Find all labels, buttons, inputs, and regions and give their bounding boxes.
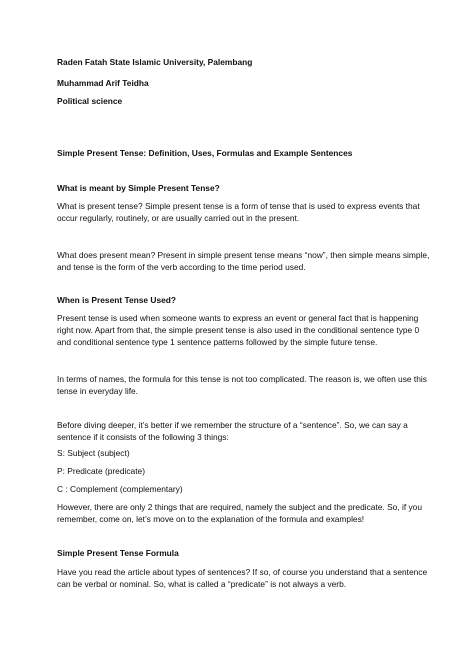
- paragraph-line: remember, come on, let’s move on to the explanation of the formula and examples!: [57, 514, 365, 524]
- heading-when-used: When is Present Tense Used?: [57, 295, 176, 305]
- paragraph-line: and tense is the form of the verb according to the time period used.: [57, 262, 306, 272]
- paragraph-line: What is present tense? Simple present tense is a form of tense that is used to express events that: [57, 201, 420, 211]
- paragraph-line: In terms of names, the formula for this tense is not too complicated. The reason is, we often use this: [57, 374, 427, 384]
- author-name: Muhammad Arif Teidha: [57, 78, 149, 88]
- list-item-predicate: P: Predicate (predicate): [57, 466, 145, 476]
- paragraph-line: and conditional sentence type 1 sentence patterns followed by the simple future tense.: [57, 337, 378, 347]
- paragraph-line: can be verbal or nominal. So, what is called a “predicate” is not always a verb.: [57, 579, 347, 589]
- paragraph-line: What does present mean? Present in simple present tense means “now”, then simple means simple,: [57, 250, 430, 260]
- paragraph-line: tense in everyday life.: [57, 386, 139, 396]
- list-item-subject: S: Subject (subject): [57, 448, 130, 458]
- document-title: Simple Present Tense: Definition, Uses, Formulas and Example Sentences: [57, 148, 353, 158]
- university-name: Raden Fatah State Islamic University, Palembang: [57, 57, 253, 67]
- paragraph-line: right now. Apart from that, the simple present tense is also used in the conditional sentence type 0: [57, 325, 420, 335]
- list-item-complement: C : Complement (complementary): [57, 484, 183, 494]
- paragraph-line: However, there are only 2 things that are required, namely the subject and the predicate. So, if you: [57, 502, 422, 512]
- heading-meaning: What is meant by Simple Present Tense?: [57, 183, 220, 193]
- heading-formula: Simple Present Tense Formula: [57, 548, 179, 558]
- paragraph-line: sentence if it consists of the following 3 things:: [57, 432, 229, 442]
- department: Political science: [57, 96, 123, 106]
- paragraph-line: Have you read the article about types of sentences? If so, of course you understand that a sentence: [57, 567, 428, 577]
- paragraph-line: Present tense is used when someone wants to express an event or general fact that is happening: [57, 313, 419, 323]
- paragraph-line: occur regularly, routinely, or are usually carried out in the present.: [57, 213, 300, 223]
- paragraph-line: Before diving deeper, it’s better if we remember the structure of a “sentence”. So, we can say a: [57, 420, 408, 430]
